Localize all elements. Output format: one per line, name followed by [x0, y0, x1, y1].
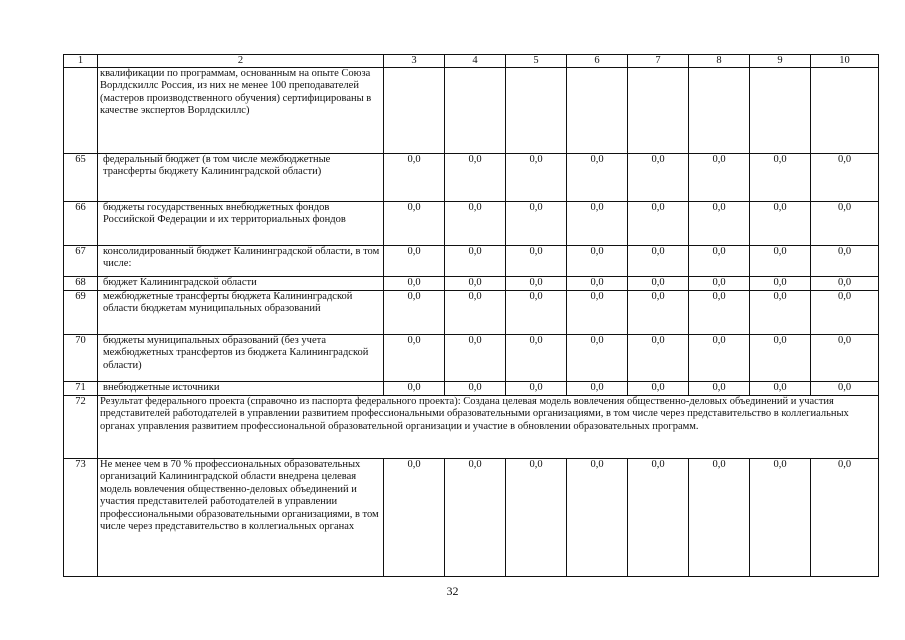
header-cell: 5 [506, 55, 567, 68]
value-cell: 0,0 [445, 154, 506, 202]
value-cell: 0,0 [445, 202, 506, 246]
value-cell: 0,0 [567, 459, 628, 577]
value-cell: 0,0 [445, 335, 506, 382]
value-cell: 0,0 [750, 154, 811, 202]
row-description: квалификации по программам, основанным на опыте Союза Ворлдскиллс Россия, из них не менее 100 преподавателей (мастеров производственного обучения) сертифицированы в качестве экспертов Ворлдскиллс) [98, 68, 384, 154]
row-description: Не менее чем в 70 % профессиональных образовательных организаций Калининградской области внедрена целевая модель вовлечения общественно-деловых объединений и участия представителей работодателей в управлении профессиональными образовательными организациями, в том числе через представительство в коллегиальных органах [98, 459, 384, 577]
value-cell: 0,0 [445, 382, 506, 396]
value-cell: 0,0 [750, 335, 811, 382]
value-cell [750, 68, 811, 154]
value-cell: 0,0 [811, 382, 879, 396]
value-cell: 0,0 [750, 202, 811, 246]
value-cell: 0,0 [811, 459, 879, 577]
value-cell: 0,0 [384, 202, 445, 246]
row-description: бюджеты государственных внебюджетных фондов Российской Федерации и их территориальных фондов [98, 202, 384, 246]
value-cell: 0,0 [811, 291, 879, 335]
value-cell: 0,0 [567, 291, 628, 335]
value-cell: 0,0 [384, 382, 445, 396]
value-cell: 0,0 [811, 335, 879, 382]
table-row [64, 277, 879, 291]
header-cell: 4 [445, 55, 506, 68]
value-cell: 0,0 [506, 277, 567, 291]
row-number: 73 [64, 459, 98, 577]
value-cell: 0,0 [628, 291, 689, 335]
value-cell: 0,0 [689, 335, 750, 382]
federal-project-result: Результат федерального проекта (справочно из паспорта федерального проекта): Создана целевая модель вовлечения общественно-деловых объединений и участия представителей работодателей в управлении развитием профессиональными образовательными организациями, в том числе через представительство в коллегиальных органах управления развитием профессиональной образовательной организации и участие в обновлении образовательных программ. [98, 396, 879, 459]
header-cell: 9 [750, 55, 811, 68]
value-cell [567, 68, 628, 154]
table-row [64, 382, 879, 396]
header-cell: 6 [567, 55, 628, 68]
value-cell: 0,0 [384, 335, 445, 382]
row-number: 72 [64, 396, 98, 459]
value-cell: 0,0 [750, 459, 811, 577]
table-row [64, 291, 879, 335]
value-cell: 0,0 [628, 277, 689, 291]
row-description: межбюджетные трансферты бюджета Калининградской области бюджетам муниципальных образований [98, 291, 384, 335]
value-cell: 0,0 [567, 154, 628, 202]
value-cell [811, 68, 879, 154]
value-cell [628, 68, 689, 154]
row-number: 65 [64, 154, 98, 202]
row-description: федеральный бюджет (в том числе межбюджетные трансферты бюджету Калининградской области) [98, 154, 384, 202]
value-cell: 0,0 [506, 291, 567, 335]
value-cell: 0,0 [811, 277, 879, 291]
header-cell: 2 [98, 55, 384, 68]
value-cell: 0,0 [689, 459, 750, 577]
value-cell: 0,0 [445, 291, 506, 335]
value-cell: 0,0 [567, 246, 628, 277]
table-row [64, 68, 879, 154]
row-number: 71 [64, 382, 98, 396]
row-number [64, 68, 98, 154]
value-cell: 0,0 [689, 277, 750, 291]
value-cell: 0,0 [689, 202, 750, 246]
value-cell: 0,0 [628, 246, 689, 277]
value-cell: 0,0 [506, 382, 567, 396]
value-cell: 0,0 [689, 246, 750, 277]
value-cell: 0,0 [445, 459, 506, 577]
value-cell: 0,0 [811, 202, 879, 246]
row-description: бюджеты муниципальных образований (без учета межбюджетных трансфертов из бюджета Калининградской области) [98, 335, 384, 382]
value-cell: 0,0 [567, 277, 628, 291]
value-cell: 0,0 [384, 291, 445, 335]
row-number: 69 [64, 291, 98, 335]
value-cell: 0,0 [567, 335, 628, 382]
table-row [64, 459, 879, 577]
value-cell: 0,0 [567, 382, 628, 396]
row-description: бюджет Калининградской области [98, 277, 384, 291]
value-cell: 0,0 [506, 154, 567, 202]
value-cell [506, 68, 567, 154]
row-description: внебюджетные источники [98, 382, 384, 396]
value-cell: 0,0 [445, 246, 506, 277]
table-row [64, 246, 879, 277]
value-cell: 0,0 [384, 277, 445, 291]
row-number: 70 [64, 335, 98, 382]
value-cell: 0,0 [384, 459, 445, 577]
value-cell: 0,0 [384, 246, 445, 277]
value-cell: 0,0 [750, 291, 811, 335]
table-row [64, 154, 879, 202]
page-number: 32 [446, 584, 459, 598]
value-cell: 0,0 [811, 154, 879, 202]
value-cell: 0,0 [750, 246, 811, 277]
value-cell: 0,0 [506, 246, 567, 277]
row-number: 67 [64, 246, 98, 277]
row-number: 66 [64, 202, 98, 246]
value-cell: 0,0 [689, 154, 750, 202]
value-cell [384, 68, 445, 154]
value-cell: 0,0 [384, 154, 445, 202]
header-row [64, 55, 879, 68]
table-row [64, 335, 879, 382]
row-description: консолидированный бюджет Калининградской области, в том числе: [98, 246, 384, 277]
header-cell: 3 [384, 55, 445, 68]
value-cell: 0,0 [750, 277, 811, 291]
value-cell: 0,0 [506, 335, 567, 382]
value-cell: 0,0 [811, 246, 879, 277]
table-row [64, 202, 879, 246]
value-cell: 0,0 [628, 382, 689, 396]
value-cell: 0,0 [750, 382, 811, 396]
value-cell [445, 68, 506, 154]
header-cell: 10 [811, 55, 879, 68]
value-cell: 0,0 [628, 335, 689, 382]
header-cell: 1 [64, 55, 98, 68]
header-cell: 7 [628, 55, 689, 68]
value-cell: 0,0 [628, 202, 689, 246]
row-number: 68 [64, 277, 98, 291]
result-row [64, 396, 879, 459]
value-cell: 0,0 [445, 277, 506, 291]
value-cell: 0,0 [628, 459, 689, 577]
value-cell [689, 68, 750, 154]
value-cell: 0,0 [689, 382, 750, 396]
value-cell: 0,0 [689, 291, 750, 335]
budget-table [63, 54, 879, 577]
value-cell: 0,0 [506, 202, 567, 246]
value-cell: 0,0 [628, 154, 689, 202]
value-cell: 0,0 [567, 202, 628, 246]
value-cell: 0,0 [506, 459, 567, 577]
header-cell: 8 [689, 55, 750, 68]
